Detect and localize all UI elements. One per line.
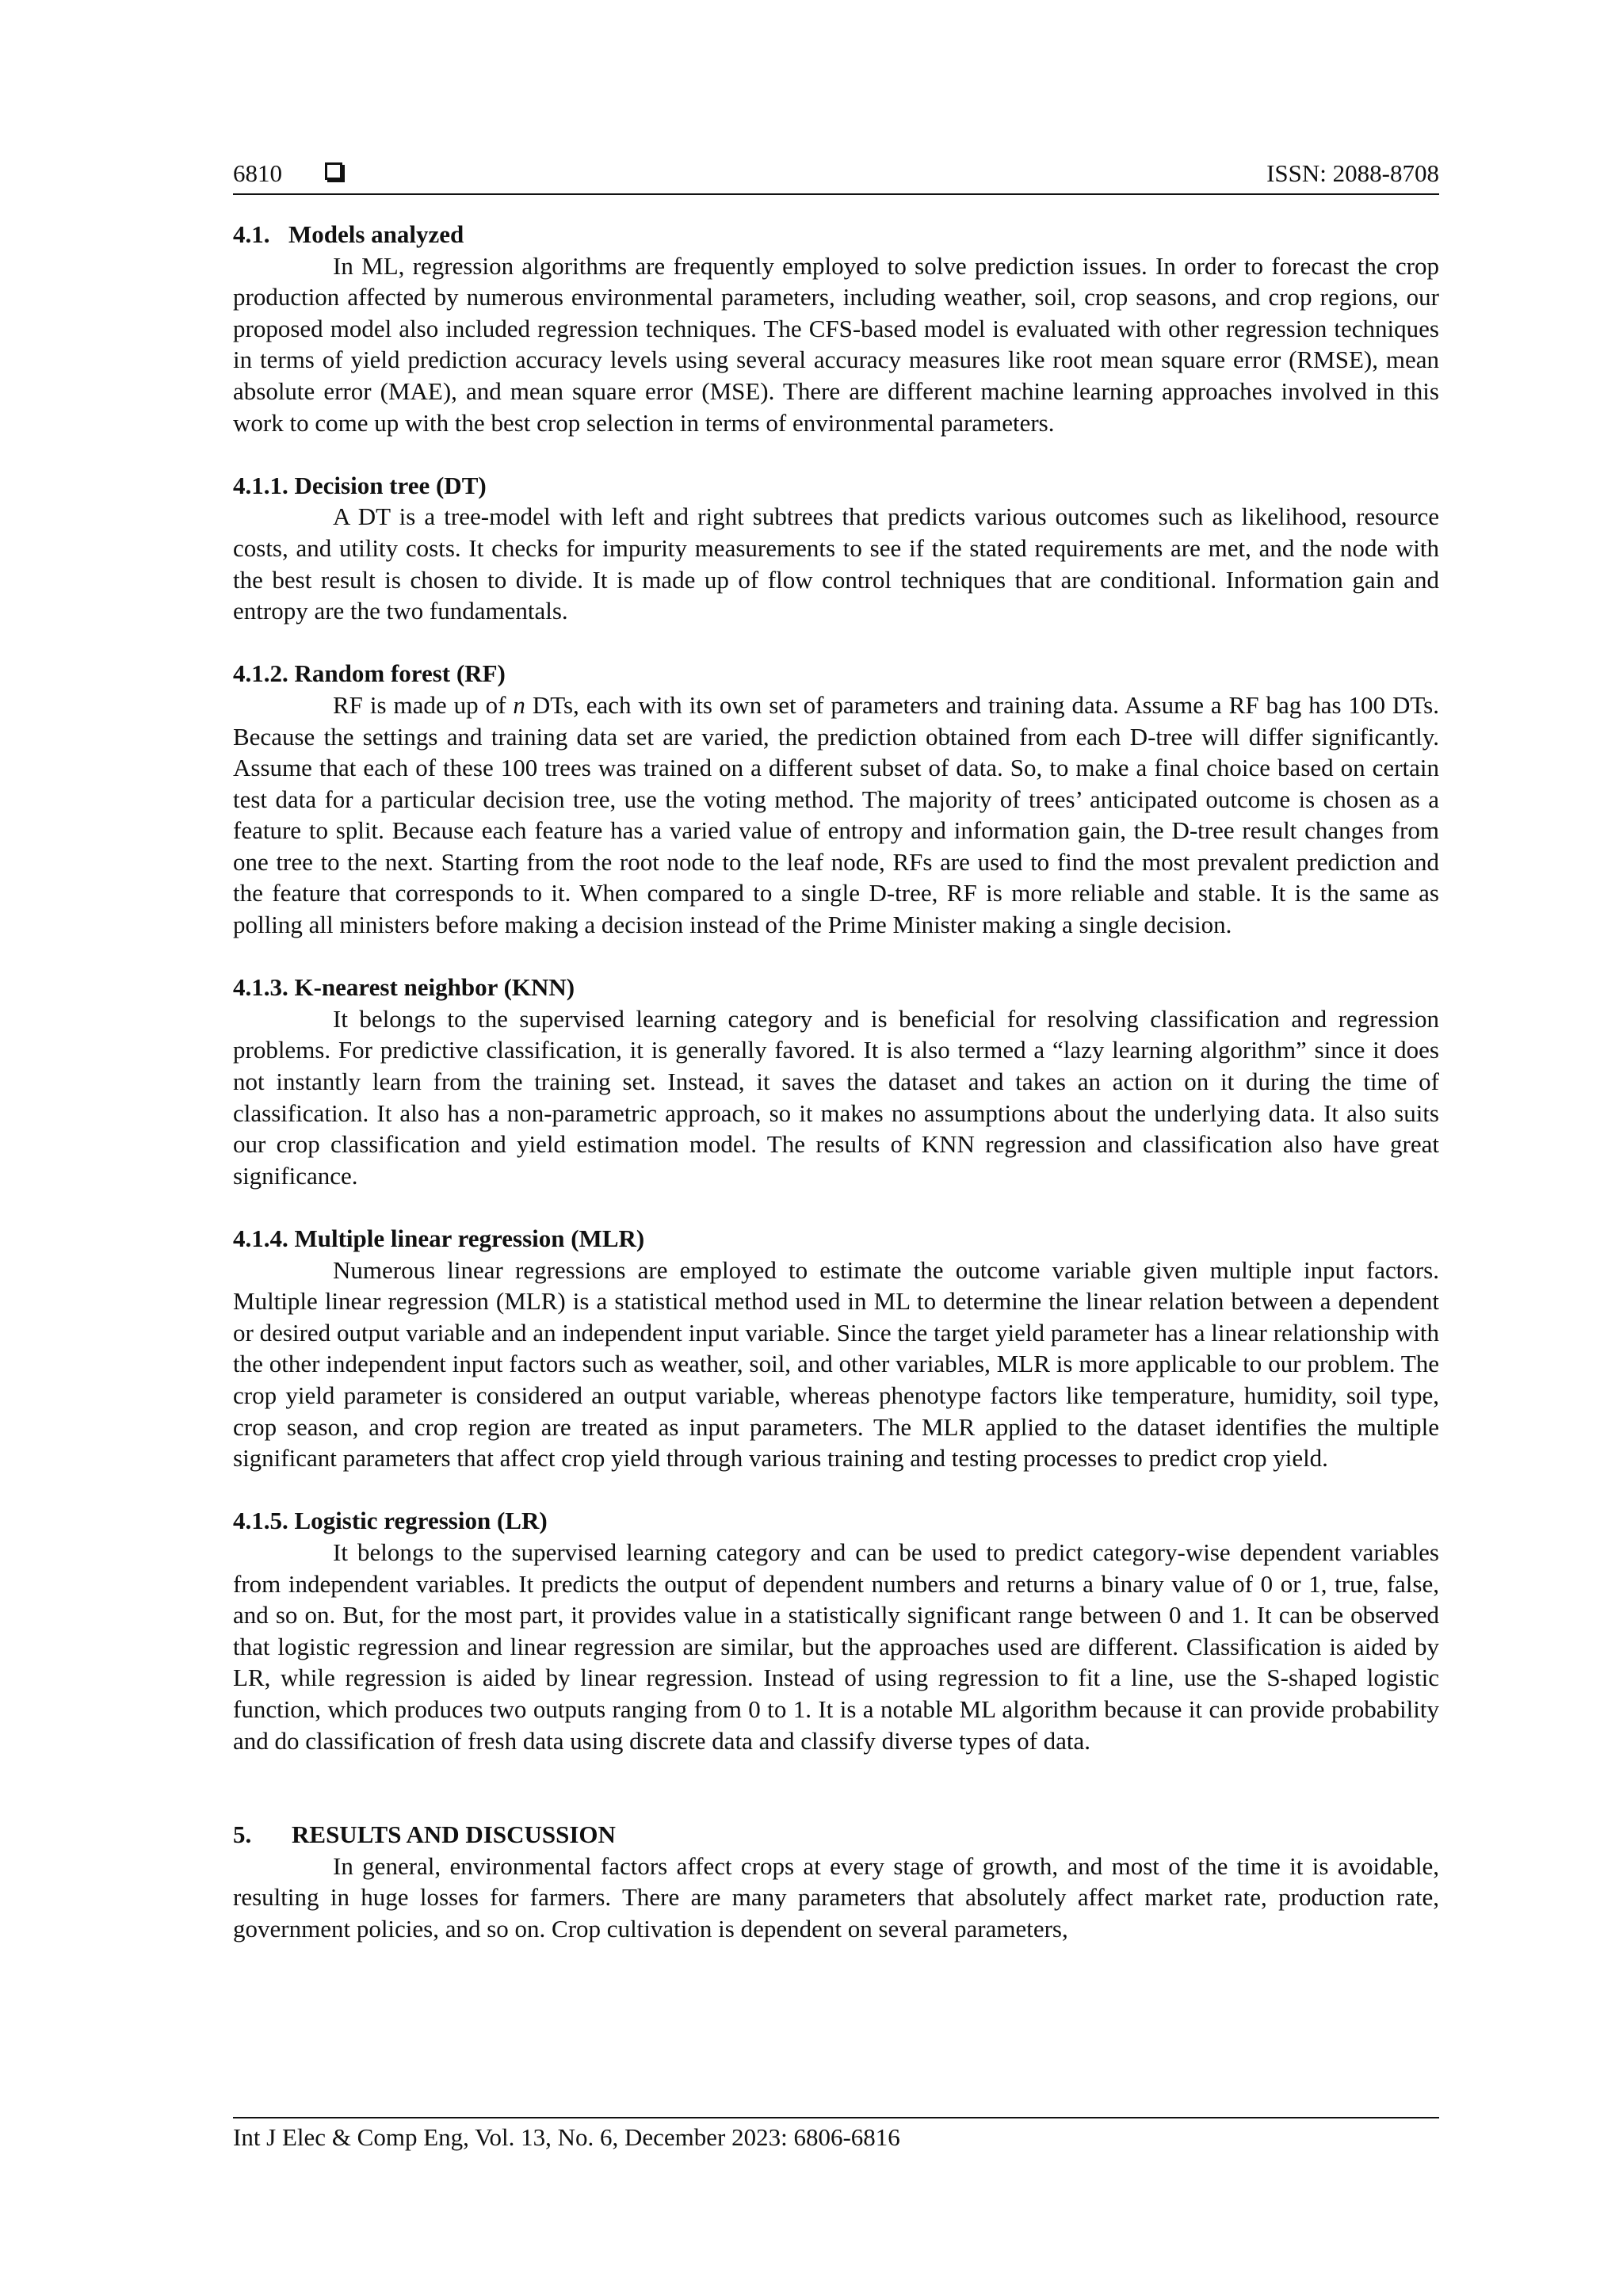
page-number: 6810 [233,159,282,187]
paragraph-knn: It belongs to the supervised learning category and is beneficial for resolving classification and regression problems. For predictive classification, it is generally favored. It is also termed a “lazy learning algorithm” since it does not instantly learn from the training set. Instead, it saves the dataset and takes an action on it during the time of classification. It also has a non-parametric approach, so it makes no assumptions about the underlying data. It also suits our crop classification and yield estimation model. The results of KNN regression and classification also have great significance. [233,1004,1439,1190]
paragraph-models-analyzed: In ML, regression algorithms are frequently employed to solve prediction issues. In order to forecast the crop production affected by numerous environmental parameters, including weather, soil, crop seasons, and crop regions, our proposed model also included regression techniques. The CFS-based model is evaluated with other regression techniques in terms of yield prediction accuracy levels using several accuracy measures like root mean square error (RMSE), mean absolute error (MAE), and mean square error (MSE). There are different machine learning approaches involved in this work to come up with the best crop selection in terms of environmental parameters. [233,251,1439,437]
page-body [233,219,1439,1944]
square-bullet-icon [325,162,342,180]
section-heading-4-1-3: 4.1.3. K-nearest neighbor (KNN) [233,973,575,1002]
section-heading-4-1: 4.1. Models analyzed [233,220,464,248]
paragraph-logistic-regression: It belongs to the supervised learning category and can be used to predict category-wise dependent variables from independent variables. It predicts the output of dependent numbers and returns a binary value of 0 or 1, true, false, and so on. But, for the most part, it provides value in a statistically significant range between 0 and 1. It can be observed that logistic regression and linear regression are similar, but the approaches used are different. Classification is aided by LR, while regression is aided by linear regression. Instead of using regression to fit a line, use the S-shaped logistic function, which produces two outputs ranging from 0 to 1. It is a notable ML algorithm because it can provide probability and do classification of fresh data using discrete data and classify diverse types of data. [233,1538,1439,1755]
paragraph-mlr: Numerous linear regressions are employed to estimate the outcome variable given multiple input factors. Multiple linear regression (MLR) is a statistical method used in ML to determine the linear relation between a dependent or desired output variable and an independent input variable. Since the target yield parameter has a linear relationship with the other independent input factors such as weather, soil, and other variables, MLR is more applicable to our problem. The crop yield parameter is considered an output variable, whereas phenotype factors like temperature, humidity, soil type, crop season, and crop region are treated as input parameters. The MLR applied to the dataset identifies the multiple significant parameters that affect crop yield through various training and testing processes to predict crop yield. [233,1255,1439,1473]
section-heading-4-1-4: 4.1.4. Multiple linear regression (MLR) [233,1224,645,1252]
section-heading-5: 5. RESULTS AND DISCUSSION [233,1820,616,1849]
paragraph-random-forest: RF is made up of n DTs, each with its own set of parameters and training data. Assume a RF bag has 100 DTs. Because the settings and training data set are varied, the prediction obtained from each D-tree will differ significantly. Assume that each of these 100 trees was trained on a different subset of data. So, to make a final choice based on certain test data for a particular decision tree, use the voting method. The majority of trees’ anticipated outcome is chosen as a feature to split. Because each feature has a varied value of entropy and information gain, the D-tree result changes from one tree to the next. Starting from the root node to the leaf node, RFs are used to find the most prevalent prediction and the feature that corresponds to it. When compared to a single D-tree, RF is more reliable and stable. It is the same as polling all ministers before making a decision instead of the Prime Minister making a single decision. [233,690,1439,939]
page-header [233,155,1439,192]
header-rule [233,193,1439,195]
section-heading-4-1-1: 4.1.1. Decision tree (DT) [233,471,487,499]
footer-rule [233,2117,1439,2118]
paragraph-decision-tree: A DT is a tree-model with left and right subtrees that predicts various outcomes such as likelihood, resource costs, and utility costs. It checks for impurity measurements to see if the stated requirements are met, and the node with the best result is chosen to divide. It is made up of flow control techniques that are conditional. Information gain and entropy are the two fundamentals. [233,502,1439,625]
paragraph-results: In general, environmental factors affect crops at every stage of growth, and most of the time it is avoidable, resulting in huge losses for farmers. There are many parameters that absolutely affect market rate, production rate, government policies, and so on. Crop cultivation is dependent on several parameters, [233,1851,1439,1943]
section-heading-4-1-5: 4.1.5. Logistic regression (LR) [233,1507,548,1535]
footer-citation: Int J Elec & Comp Eng, Vol. 13, No. 6, December 2023: 6806-6816 [233,2123,900,2151]
section-heading-4-1-2: 4.1.2. Random forest (RF) [233,659,506,688]
issn-label: ISSN: 2088-8708 [1266,159,1439,187]
